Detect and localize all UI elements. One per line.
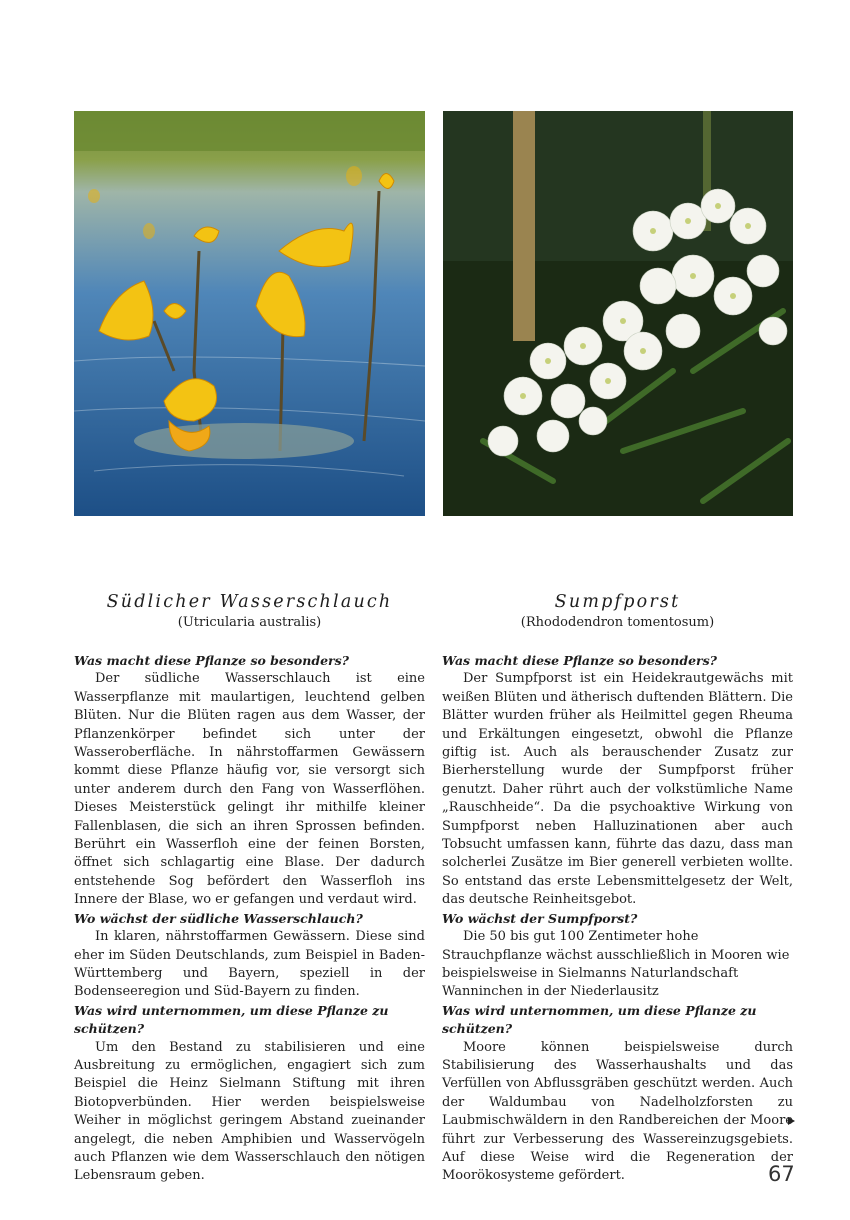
section-question: Was wird unternommen, um diese Pflanze zu schützen? bbox=[442, 1002, 757, 1037]
section-text: Der südliche Wasserschlauch ist eine Wasserpflanze mit maulartigen, leuchtend gelben Blüten. Nur die Blüten ragen aus dem Wasser, der Pflanzenkörper befindet sich unter der Wasseroberfläche. In nährstoffarmen Gewässern kommt diese Pflanze häufig vor, sie versorgt sich unter anderem durch den Fang von Wasserflöhen. Dieses Meisterstück gelingt ihr mithilfe kleiner Fallenblasen, die sich an ihren Sprossen befinden. Berührt ein Wasserfloh eine der feinen Borsten, öffnet sich schlagartig eine Blase. Der dadurch entstehende Sog befördert den Wasserfloh ins Innere der Blase, wo er gefangen und verdaut wird. bbox=[74, 671, 425, 908]
section-question: Wo wächst der Sumpfporst? bbox=[442, 910, 638, 926]
page-number: 67 bbox=[768, 1162, 795, 1186]
section-question: Was wird unternommen, um diese Pflanze zu schützen? bbox=[74, 1002, 389, 1037]
section-question: Was macht diese Pflanze so besonders? bbox=[442, 653, 717, 668]
plant-latin-name: (Utricularia australis) bbox=[177, 615, 322, 630]
section-question: Was macht diese Pflanze so besonders? bbox=[74, 653, 349, 668]
column-wasserschlauch bbox=[74, 590, 425, 1186]
section-text: Die 50 bis gut 100 Zentimeter hohe Strauchpflanze wächst ausschließlich in Mooren wie beispielsweise in Sielmanns Naturlandschaft Wanninchen in der Niederlausitz bbox=[442, 929, 790, 1000]
plant-title: Südlicher Wasserschlauch bbox=[106, 592, 393, 612]
plant-latin-name: (Rhododendron tomentosum) bbox=[520, 615, 715, 630]
column-sumpfporst bbox=[442, 590, 793, 1186]
plant-title: Sumpfporst bbox=[554, 592, 681, 612]
section-text: Moore können beispielsweise durch Stabilisierung des Wasserhaushalts und das Verfüllen von Abflussgräben geschützt werden. Auch der Waldumbau von Nadelholzforsten zu Laubmischwäldern in den Randbereichen der Moore führt zur Verbesserung des Wassereinzugsgebiets. Auf diese Weise wird die Regeneration der Moorökosysteme gefördert. bbox=[442, 1039, 793, 1184]
section-text: In klaren, nährstoffarmen Gewässern. Diese sind eher im Süden Deutschlands, zum Beispiel in Baden-Württemberg und Bayern, speziell in der Bodenseeregion und Süd-Bayern zu finden. bbox=[74, 929, 425, 1000]
section-question: Wo wächst der südliche Wasserschlauch? bbox=[74, 910, 363, 926]
section-text: Der Sumpfporst ist ein Heidekrautgewächs mit weißen Blüten und ätherisch duftenden Blättern. Die Blätter wurden früher als Heilmittel gegen Rheuma und Erkältungen eingesetzt, obwohl die Pflanze giftig ist. Auch als berauschender Zusatz zur Bierherstellung wurde der Sumpfporst früher genutzt. Daher rührt auch der volkstümliche Name „Rauschheide“. Da die psychoaktive Wirkung von Sumpfporst neben Halluzinationen aber auch Tobsucht umfassen kann, führte das dazu, dass man solcherlei Zusätze im Bier generell verbieten wollte. So entstand das erste Lebensmittelgesetz der Welt, das deutsche Reinheitsgebot. bbox=[442, 671, 793, 908]
photo-sumpfporst bbox=[443, 111, 793, 516]
section-text: Um den Bestand zu stabilisieren und eine Ausbreitung zu ermöglichen, engagiert sich zum Beispiel die Heinz Sielmann Stiftung mit ihren Biotopverbünden. Hier werden beispielsweise Weiher in möglichst geringem Abstand zueinander angelegt, die neben Amphibien und Wasservögeln auch Pflanzen wie dem Wasserschlauch den nötigen Lebensraum geben. bbox=[74, 1039, 425, 1184]
triangle-right-icon bbox=[788, 1117, 795, 1125]
photo-wasserschlauch bbox=[74, 111, 425, 516]
